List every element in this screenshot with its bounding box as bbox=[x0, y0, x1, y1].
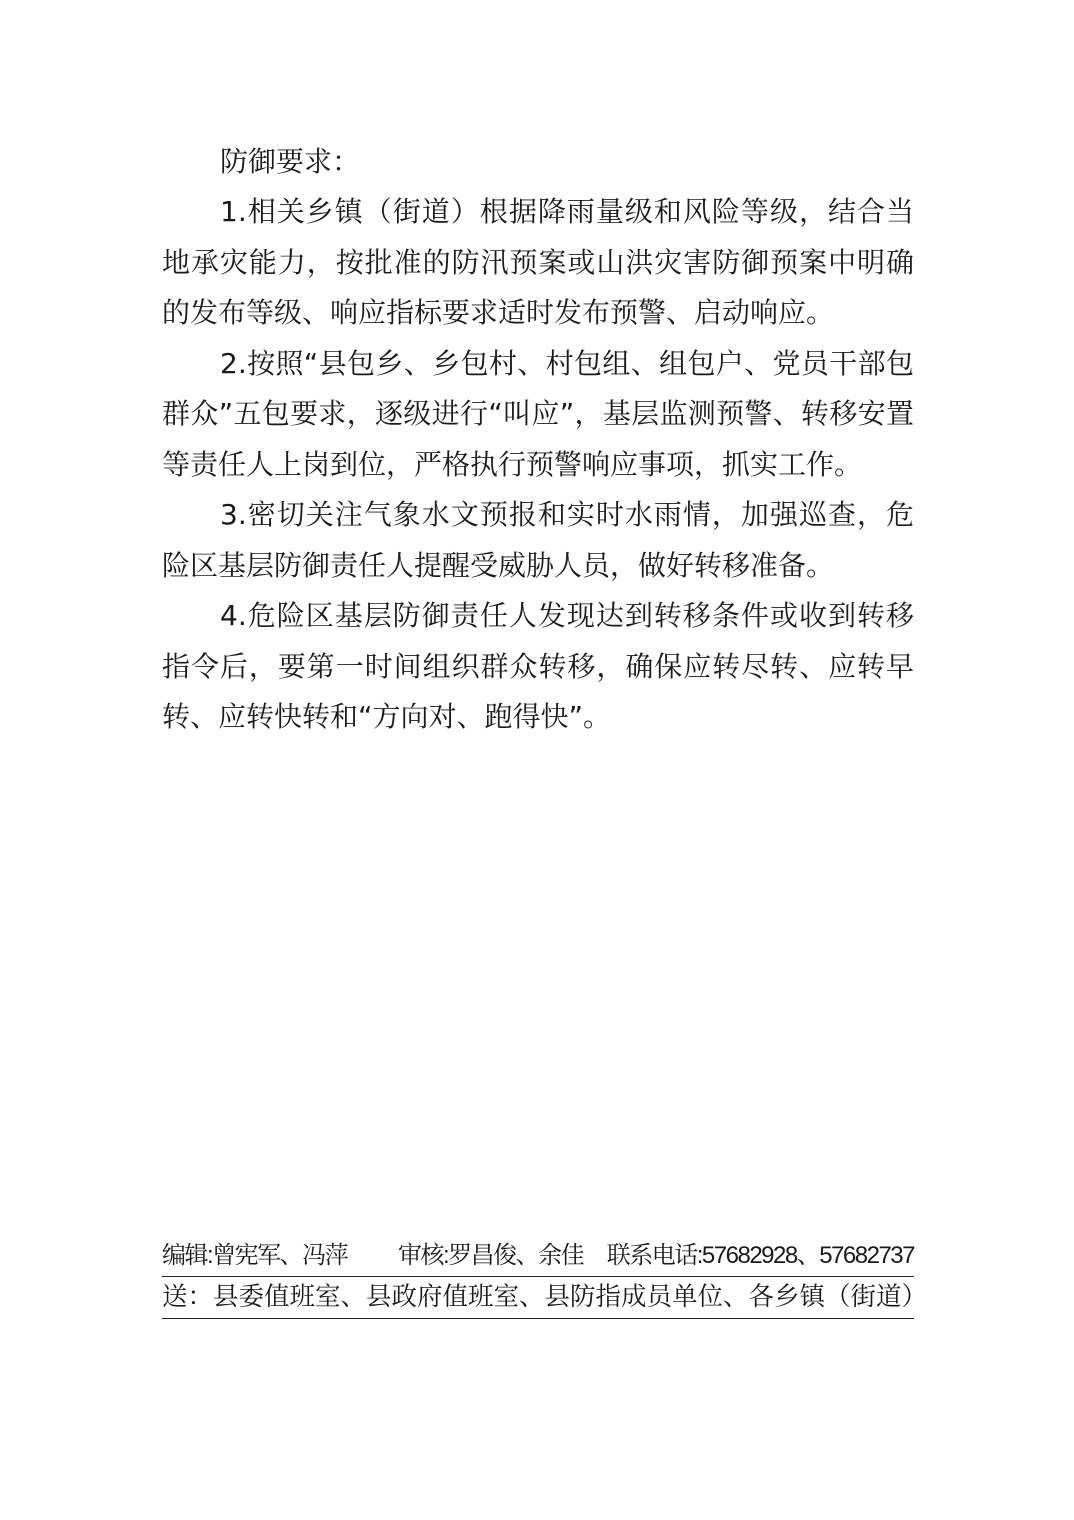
footer-credits bbox=[162, 1236, 914, 1277]
footer-reviewer: 审核:罗昌俊、余佳 bbox=[398, 1242, 584, 1269]
requirement-paragraph-4: 4.危险区基层防御责任人发现达到转移条件或收到转移指令后，要第一时间组织群众转移，确保应转尽转、应转早转、应转快转和“方向对、跑得快”。 bbox=[162, 599, 914, 733]
section-heading: 防御要求： bbox=[220, 145, 361, 178]
requirement-paragraph-2: 2.按照“县包乡、乡包村、村包组、组包户、党员干部包群众”五包要求，逐级进行“叫应”，基层监测预警、转移安置等责任人上岗到位，严格执行预警响应事项，抓实工作。 bbox=[162, 346, 914, 481]
footer-editor: 编辑:曾宪军、冯萍 bbox=[162, 1242, 348, 1269]
document-body bbox=[162, 137, 914, 743]
footer-recipients: 送：县委值班室、县政府值班室、县防指成员单位、各乡镇（街道） bbox=[162, 1278, 914, 1319]
requirement-paragraph-3: 3.密切关注气象水文预报和实时水雨情，加强巡查，危险区基层防御责任人提醒受威胁人员，做好转移准备。 bbox=[162, 498, 914, 582]
requirement-paragraph-1: 1.相关乡镇（街道）根据降雨量级和风险等级，结合当地承灾能力，按批准的防汛预案或山洪灾害防御预案中明确的发布等级、响应指标要求适时发布预警、启动响应。 bbox=[162, 195, 914, 329]
footer-phone: 联系电话:57682928、57682737 bbox=[606, 1242, 914, 1269]
